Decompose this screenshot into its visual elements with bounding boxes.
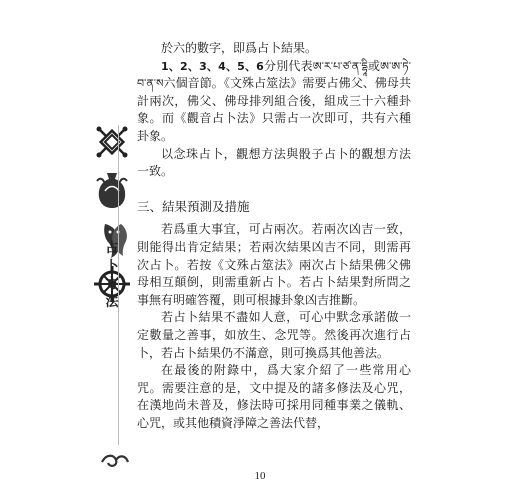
syllable-or: 或 — [367, 58, 381, 73]
treasure-vase-icon — [93, 169, 131, 211]
paragraph-unsatisfying-result: 若占卜結果不盡如人意，可心中默念承諾做一定數量之善事，如放生、念咒等。然後再次進行占卜，若占卜結果仍不滿意，則可換爲其他善法。 — [137, 310, 411, 360]
swirl-ornament-icon — [100, 452, 130, 470]
paragraph-appendix-mantras: 在最後的附錄中，爲大家介紹了一些常用心咒。需要注意的是，文中提及的諸多修法及心咒，在漢地尚未普及，修法時可採用同種事業之儀軌、心咒，或其他積資淨障之善法代替， — [137, 363, 411, 430]
section-heading: 三、結果預測及措施 — [137, 198, 250, 214]
page-number: 10 — [254, 470, 266, 482]
chapter-side-label: 占卜方法 — [105, 241, 119, 310]
paragraph-syllables — [137, 58, 411, 146]
endless-knot-icon — [95, 125, 129, 159]
tibetan-syllables-manjushri: ཨ་ར་པ་ཙ་ན་དྷཱི — [312, 59, 368, 73]
syllable-explanation: 六個音節。《文殊占筮法》需要占佛父、佛母共計兩次，佛父、佛母排列組合後，組成三十六種卦象。而《觀音占卜法》只需占一次即可，共有六種卦象。 — [137, 76, 411, 143]
syllable-numbers: 1、2、3、4、5、6 — [161, 59, 264, 73]
tibetan-syllables-alt: ཨ་ཨ་ཏེ་བ་ན་ས — [137, 59, 411, 91]
main-text-column — [137, 40, 411, 432]
paragraph-rosary-method: 以念珠占卜，觀想方法與骰子占卜的觀想方法一致。 — [137, 146, 411, 179]
syllable-intro: 分別代表 — [263, 58, 313, 73]
paragraph-result-intro: 於六的數字，即爲占卜結果。 — [161, 41, 318, 55]
paragraph-repeat-divination: 若爲重大事宜，可占兩次。若兩次凶吉一致，則能得出肯定結果；若兩次結果凶吉不同，則需再次占卜。若按《文殊占筮法》兩次占卜結果佛父佛母相互顛倒，則需重新占卜。若占卜結果對所問之事無有明確答覆，則可根據卦象凶吉推斷。 — [137, 222, 411, 307]
